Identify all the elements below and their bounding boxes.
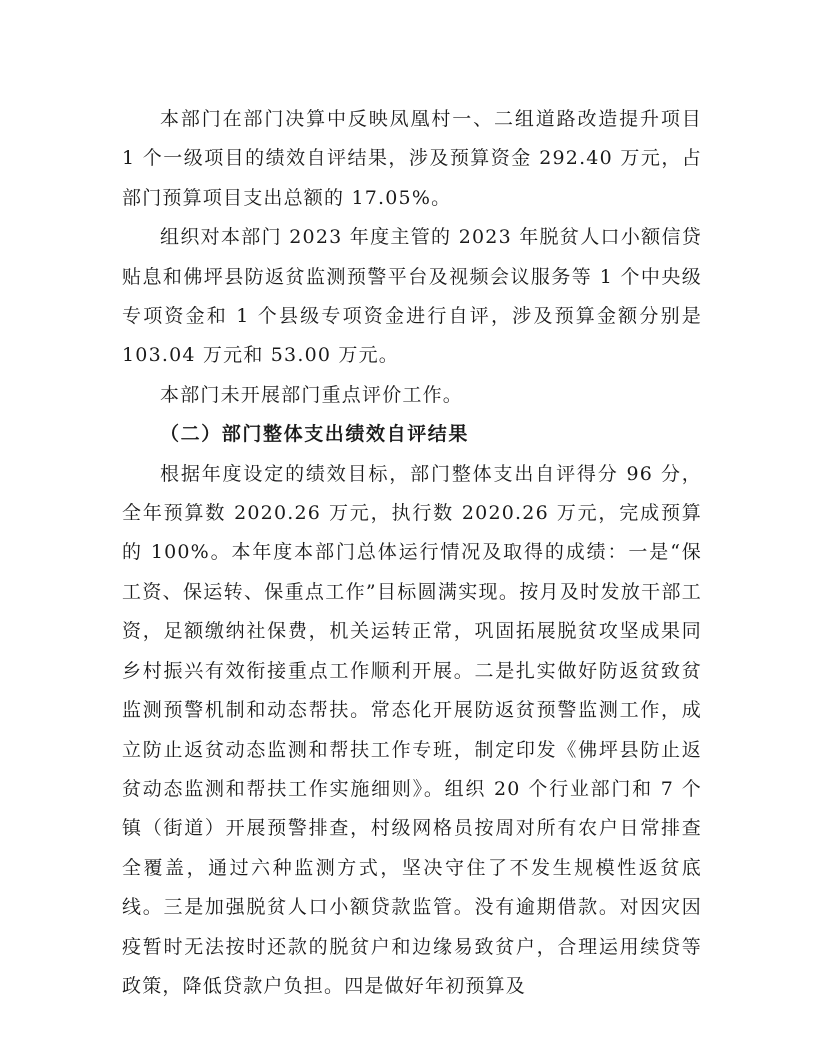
- section-heading: （二）部门整体支出绩效自评结果: [160, 423, 470, 446]
- paragraph-project-self-evaluation: 本部门在部门决算中反映凤凰村一、二组道路改造提升项目 1 个一级项目的绩效自评结果，涉及预算资金 292.40 万元，占部门预算项目支出总额的 17.05%。: [122, 108, 702, 209]
- document-body: [122, 100, 702, 1006]
- paragraph-overall-results: 根据年度设定的绩效目标，部门整体支出自评得分 96 分，全年预算数 2020.26 万元，执行数 2020.26 万元，完成预算的 100%。本年度本部门总体运行情况及取得的成绩：一是“保工资、保运转、保重点工作”目标圆满实现。按月及时发放干部工资，足额缴纳社保费，机关运转正常，巩固拓展脱贫攻坚成果同乡村振兴有效衔接重点工作顺利开展。二是扎实做好防返贫致贫监测预警机制和动态帮扶。常态化开展防返贫预警监测工作，成立防止返贫动态监测和帮扶工作专班，制定印发《佛坪县防止返贫动态监测和帮扶工作实施细则》。组织 20 个行业部门和 7 个镇（街道）开展预警排查，村级网格员按周对所有农户日常排查全覆盖，通过六种监测方式，坚决守住了不发生规模性返贫底线。三是加强脱贫人口小额贷款监管。没有逾期借款。对因灾因疫暂时无法按时还款的脱贫户和边缘易致贫户，合理运用续贷等政策，降低贷款户负担。四是做好年初预算及: [122, 462, 702, 997]
- paragraph-key-evaluation: 本部门未开展部门重点评价工作。: [160, 383, 464, 406]
- paragraph-special-funds-evaluation: 组织对本部门 2023 年度主管的 2023 年脱贫人口小额信贷贴息和佛坪县防返贫监测预警平台及视频会议服务等 1 个中央级专项资金和 1 个县级专项资金进行自评，涉及预算金额分别是 103.04 万元和 53.00 万元。: [122, 226, 702, 367]
